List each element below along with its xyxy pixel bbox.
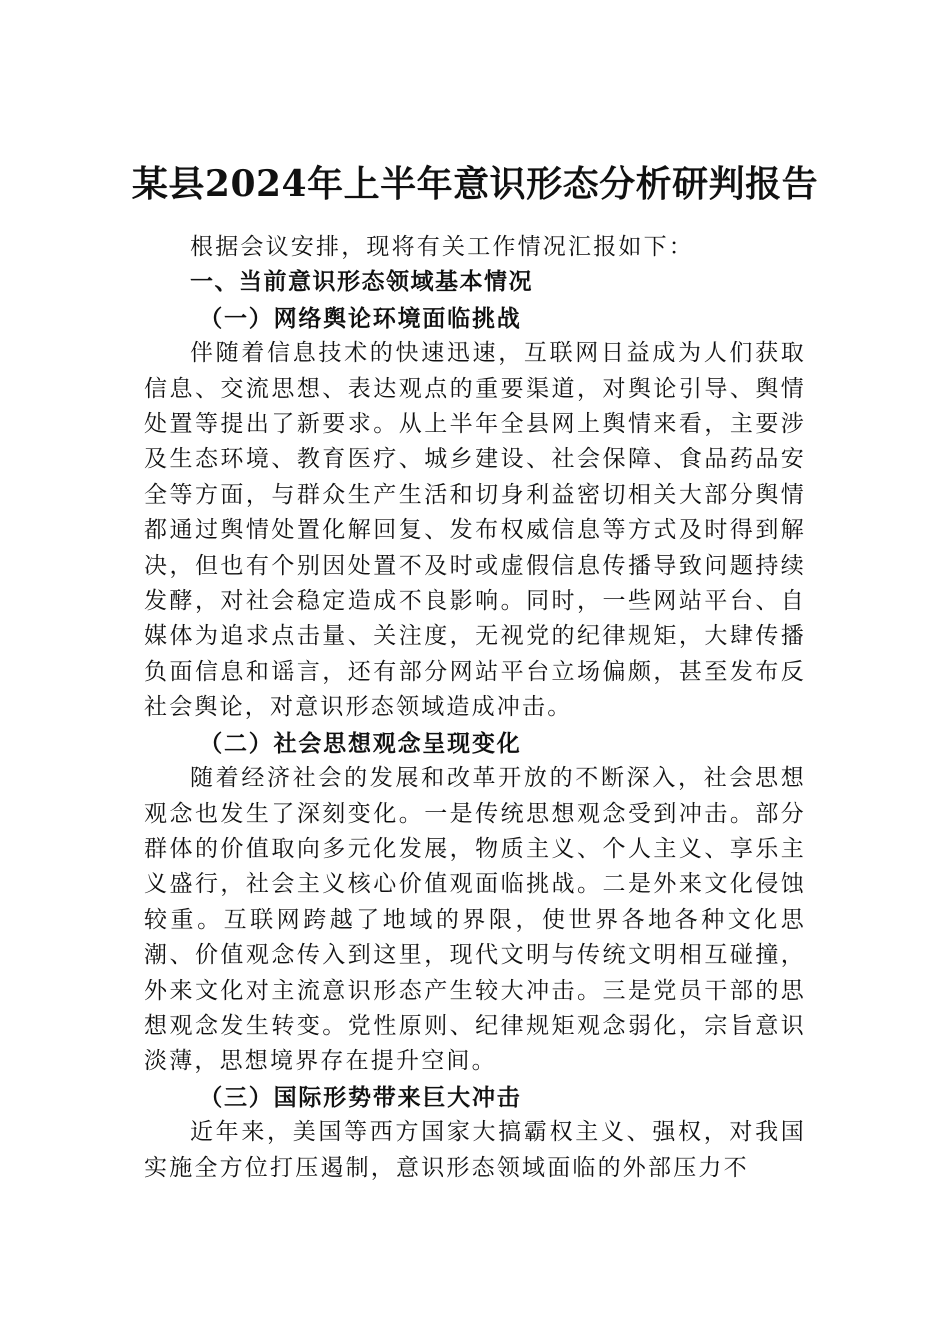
paragraph-social-ideas: 随着经济社会的发展和改革开放的不断深入，社会思想观念也发生了深刻变化。一是传统思想观念受到冲击。部分群体的价值取向多元化发展，物质主义、个人主义、享乐主义盛行，社会主义核心价值观面临挑战。二是外来文化侵蚀较重。互联网跨越了地域的界限，使世界各地各种文化思潮、价值观念传入到这里，现代文明与传统文明相互碰撞，外来文化对主流意识形态产生较大冲击。三是党员干部的思想观念发生转变。党性原则、纪律规矩观念弱化，宗旨意识淡薄，思想境界存在提升空间。 <box>144 765 806 1075</box>
section-heading-1: 一、当前意识形态领域基本情况 <box>190 269 533 296</box>
paragraph-online-public-opinion: 伴随着信息技术的快速迅速，互联网日益成为人们获取信息、交流思想、表达观点的重要渠道，对舆论引导、舆情处置等提出了新要求。从上半年全县网上舆情来看，主要涉及生态环境、教育医疗、城乡建设、社会保障、食品药品安全等方面，与群众生产生活和切身利益密切相关大部分舆情都通过舆情处置化解回复、发布权威信息等方式及时得到解决，但也有个别因处置不及时或虚假信息传播导致问题持续发酵，对社会稳定造成不良影响。同时，一些网站平台、自媒体为追求点击量、关注度，无视党的纪律规矩，大肆传播负面信息和谣言，还有部分网站平台立场偏颇，甚至发布反社会舆论，对意识形态领域造成冲击。 <box>144 340 806 721</box>
subsection-heading-3: （三）国际形势带来巨大冲击 <box>199 1083 522 1111</box>
paragraph-international-situation: 近年来，美国等西方国家大搞霸权主义、强权，对我国实施全方位打压遏制，意识形态领域面临的外部压力不 <box>144 1119 806 1181</box>
document-body <box>144 228 806 1186</box>
subsection-heading-2: （二）社会思想观念呈现变化 <box>199 729 522 757</box>
intro-paragraph: 根据会议安排，现将有关工作情况汇报如下： <box>190 234 694 260</box>
document-title: 某县2024年上半年意识形态分析研判报告 <box>131 163 819 205</box>
subsection-heading-1: （一）网络舆论环境面临挑战 <box>199 304 522 332</box>
